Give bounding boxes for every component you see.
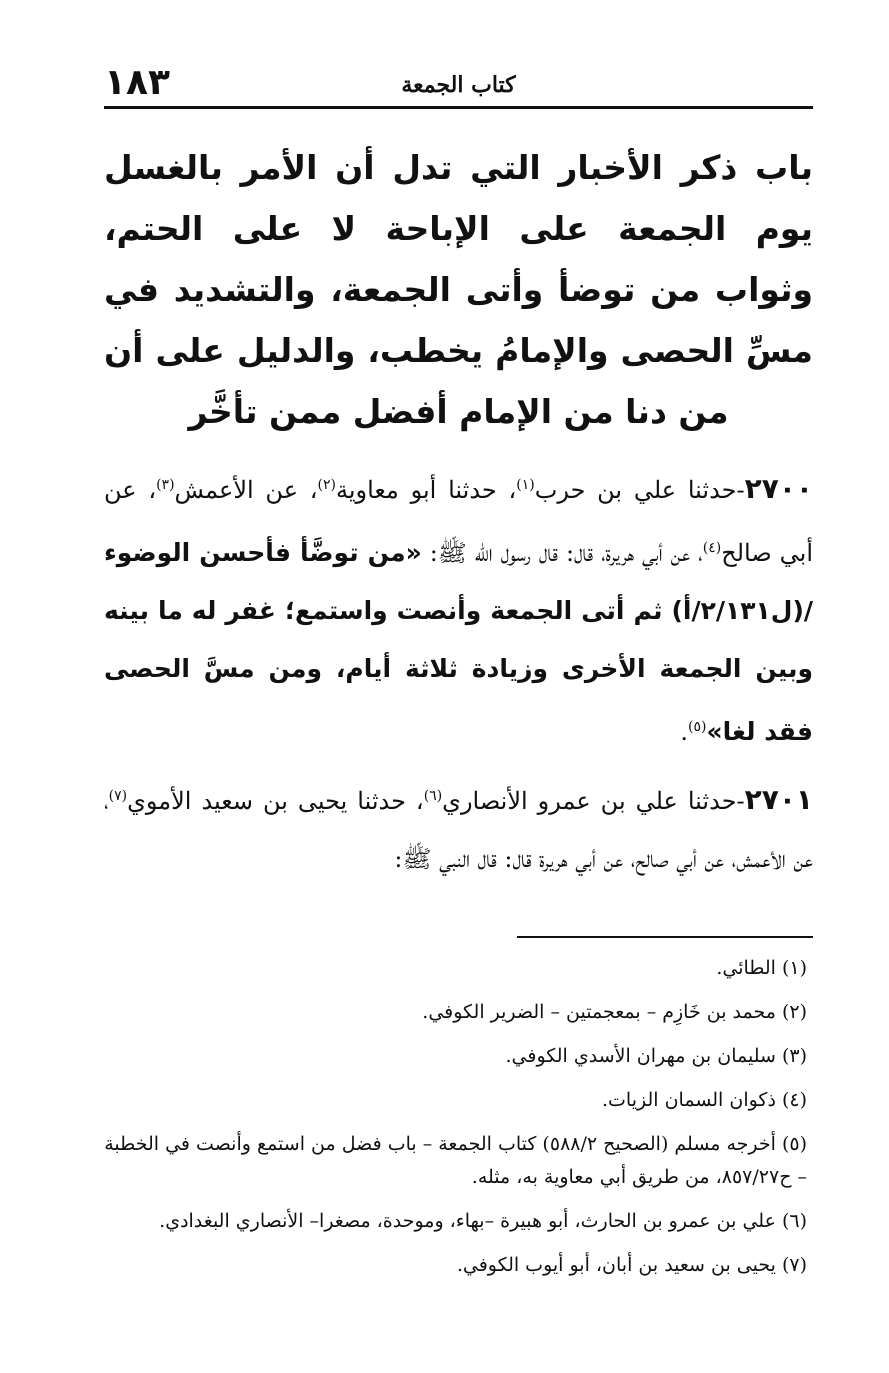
hadith-2700 — [104, 456, 813, 761]
footnote-ref: (٧) — [108, 788, 128, 804]
hadith-number: ٢٧٠١ — [744, 783, 813, 816]
hadith-number: ٢٧٠٠ — [744, 472, 813, 505]
footnotes — [104, 952, 813, 1282]
footnote-number: (٢) — [781, 1001, 807, 1023]
footnote — [104, 996, 807, 1029]
footnote-text: ذكوان السمان الزيات. — [602, 1089, 776, 1111]
footnote-ref: (٤) — [702, 540, 722, 556]
footnote-ref: (٦) — [423, 788, 443, 804]
footnote-number: (٣) — [781, 1045, 807, 1067]
footnote-divider — [517, 936, 813, 938]
footnote — [104, 1249, 807, 1282]
footnote — [104, 1084, 807, 1117]
hadith-text: ، عن الأعمش — [174, 476, 318, 504]
footnote-text: علي بن عمرو بن الحارث، أبو هبيرة –بهاء، وموحدة، مصغرا– الأنصاري البغدادي. — [159, 1210, 776, 1232]
footnote-text: يحيى بن سعيد بن أبان، أبو أيوب الكوفي. — [456, 1254, 776, 1276]
footnote-number: (٤) — [781, 1089, 807, 1111]
footnote-number: (٥) — [781, 1133, 807, 1155]
footnote-text: محمد بن خَازِم – بمعجمتين – الضرير الكوفي. — [422, 1001, 776, 1023]
footnote-ref: (٣) — [156, 477, 175, 493]
footnote — [104, 952, 807, 985]
running-title: كتاب الجمعة — [401, 72, 516, 98]
hadith-text: ، عن أبي هريرة، قال: قال رسول الله ﷺ: — [429, 539, 703, 567]
footnote-number: (١) — [781, 957, 807, 979]
footnote-text: سليمان بن مهران الأسدي الكوفي. — [505, 1045, 776, 1067]
page-number: ١٨٣ — [104, 62, 170, 103]
hadith-text: . — [680, 718, 688, 746]
footnote-ref: (٥) — [687, 719, 707, 735]
hadith-text: -حدثنا علي بن عمرو الأنصاري — [442, 787, 745, 815]
hadith-2701 — [104, 767, 813, 888]
footnote-number: (٦) — [781, 1210, 807, 1232]
footnote — [104, 1205, 807, 1238]
hadith-text: ، حدثنا يحيى بن سعيد الأموي — [127, 787, 424, 815]
hadith-text: ، عن أبي صالح — [104, 476, 813, 567]
footnote-text: أخرجه مسلم (الصحيح ٥٨٨/٢) كتاب الجمعة – باب فضل من استمع وأنصت في الخطبة – ح٨٥٧/٢٧، من طريق أبي معاوية به، مثله. — [104, 1133, 807, 1188]
hadith-text: ، عن الأعمش، عن أبي صالح، عن أبي هريرة قال: قال النبي ﷺ: — [104, 787, 813, 873]
footnote — [104, 1128, 807, 1194]
hadith-text: -حدثنا علي بن حرب — [534, 476, 745, 504]
footnote-text: الطائي. — [716, 957, 776, 979]
footnote-ref: (٢) — [317, 477, 336, 493]
prophetic-saying: «من توضَّأ فأحسن الوضوء /(ل٢/١٣١/أ) ثم أتى الجمعة وأنصت واستمع؛ غفر له ما بينه وبين الجمعة الأخرى وزيادة ثلاثة أيام، ومن مسَّ الحصى فقد لغا» — [104, 538, 813, 746]
running-header — [104, 62, 813, 109]
footnote — [104, 1040, 807, 1073]
chapter-heading: باب ذكر الأخبار التي تدل أن الأمر بالغسل يوم الجمعة على الإباحة لا على الحتم، وثواب من توضأ وأتى الجمعة، والتشديد في مسِّ الحصى والإمامُ يخطب، والدليل على أن من دنا من الإمام أفضل ممن تأخَّر — [104, 148, 813, 431]
footnote-number: (٧) — [781, 1254, 807, 1276]
footnote-ref: (١) — [516, 477, 535, 493]
hadith-text: ، حدثنا أبو معاوية — [335, 476, 517, 504]
